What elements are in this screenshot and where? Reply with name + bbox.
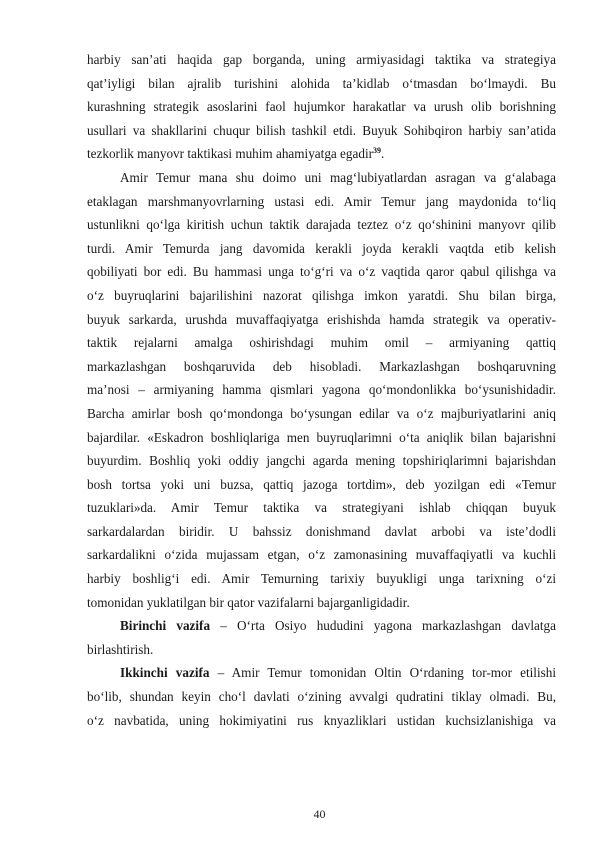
text-line: etaklagan marshmanyovrlarning ustasi edi. Amir Temur jang maydonida to‘liq bbox=[87, 193, 556, 209]
text-line bbox=[87, 661, 556, 685]
text-fragment: – O‘rta Osiyo hududini yagona markazlashgan davlatga bbox=[210, 618, 556, 634]
text-line: markazlashgan boshqaruvida deb hisobladi. Markazlashgan boshqaruvning bbox=[87, 358, 556, 374]
text-line: Amir Temur mana shu doimo uni mag‘lubiyatlardan asragan va g‘alabaga bbox=[120, 169, 556, 185]
text-line: bo‘lib, shundan keyin cho‘l davlati o‘zining avvalgi qudratini tiklay olmadi. Bu, bbox=[87, 689, 556, 705]
paragraph-4 bbox=[87, 661, 556, 732]
text-line: o‘z buyruqlarini bajarilishini nazorat qilishga imkon yaratdi. Shu bilan birga, bbox=[87, 287, 556, 303]
text-line: taktik rejalarni amalga oshirishdagi muhim omil – armiyaning qattiq bbox=[87, 335, 556, 351]
page-number: 40 bbox=[313, 807, 326, 821]
paragraph-3 bbox=[87, 614, 556, 661]
paragraph-1 bbox=[87, 48, 556, 166]
text-line: harbiy san’ati haqida gap borganda, uning armiyasidagi taktika va strategiya bbox=[87, 52, 556, 67]
text-line: buyurdim. Boshliq yoki oddiy jangchi agarda mening topshiriqlarimni bajarishdan bbox=[87, 453, 556, 469]
text-line: qobiliyati bor edi. Bu hammasi unga to‘g‘ri va o‘z vaqtida qaror qabul qilishga va bbox=[87, 264, 556, 280]
text-line: o‘z navbatida, uning hokimiyatini rus knyazliklari ustidan kuchsizlanishiga va bbox=[87, 712, 556, 728]
text-line: harbiy boshlig‘i edi. Amir Temurning tarixiy buyukligi unga tarixning o‘zi bbox=[87, 571, 556, 587]
text-line: buyuk sarkarda, urushda muvaffaqiyatga erishishda hamda strategik va operativ- bbox=[87, 311, 556, 327]
text-line: qat’iyligi bilan ajralib turishini alohida ta’kidlab o‘tmasdan bo‘lmaydi. Bu bbox=[87, 75, 556, 91]
text-line: Barcha amirlar bosh qo‘mondonga bo‘ysungan edilar va o‘z majburiyatlarini aniq bbox=[87, 405, 556, 421]
text-line: bosh tortsa yoki uni buzsa, qattiq jazoga tortdim», deb yozilgan edi «Temur bbox=[87, 476, 556, 492]
bold-lead: Ikkinchi vazifa bbox=[120, 665, 210, 681]
footnote-reference[interactable]: 39 bbox=[373, 146, 382, 156]
text-fragment: . bbox=[381, 146, 385, 162]
text-line: usullari va shakllarini chuqur bilish tashkil etdi. Buyuk Sohibqiron harbiy san’atida bbox=[87, 122, 556, 138]
text-line: ustunlikni qo‘lga kiritish uchun taktik darajada teztez o‘z qo‘shinini manyovr qilib bbox=[87, 217, 556, 233]
text-fragment: tezkorlik manyovr taktikasi muhim ahamiyatga egadir bbox=[87, 146, 374, 162]
text-line bbox=[87, 614, 556, 638]
body-text bbox=[87, 48, 556, 732]
bold-lead: Birinchi vazifa bbox=[120, 618, 211, 634]
text-line: sarkardalardan biridir. U bahssiz donishmand davlat arbobi va iste’dodli bbox=[87, 523, 556, 539]
text-line: kurashning strategik asoslarini faol hujumkor harakatlar va urush olib borishning bbox=[87, 99, 556, 115]
text-line: ma’nosi – armiyaning hamma qismlari yagona qo‘mondonlikka bo‘ysunishidadir. bbox=[87, 382, 556, 398]
text-line: birlashtirish. bbox=[87, 641, 154, 657]
text-line: tomonidan yuklatilgan bir qator vazifalarni bajarganligidadir. bbox=[87, 594, 410, 610]
paragraph-2 bbox=[87, 166, 556, 614]
text-line: bajardilar. «Eskadron boshliqlariga men buyruqlarimni o‘ta aniqlik bilan bajarishni bbox=[87, 429, 556, 445]
text-line: sarkardalikni o‘zida mujassam etgan, o‘z zamonasining muvaffaqiyatli va kuchli bbox=[87, 547, 556, 563]
text-line: tuzuklari»da. Amir Temur taktika va strategiyani ishlab chiqqan buyuk bbox=[87, 500, 556, 516]
text-line: turdi. Amir Temurda jang davomida kerakli joyda kerakli vaqtda etib kelish bbox=[87, 240, 556, 256]
text-fragment: – Amir Temur tomonidan Oltin O‘rdaning tor-mor etilishi bbox=[209, 665, 556, 681]
text-line bbox=[87, 142, 556, 166]
